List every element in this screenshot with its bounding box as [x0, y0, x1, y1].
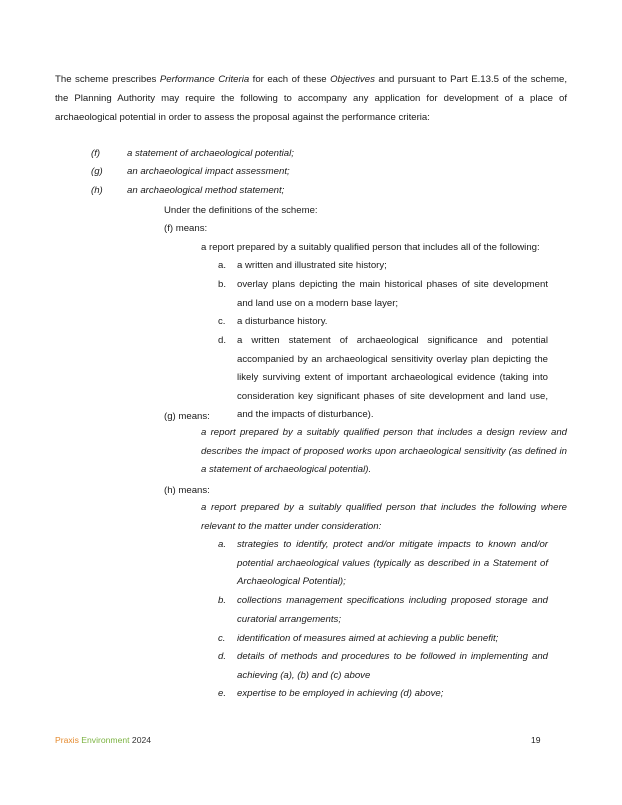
footer-brand-praxis: Praxis [55, 735, 79, 745]
footer-year: 2024 [131, 735, 152, 745]
list-item-text: identification of measures aimed at achieving a public benefit; [237, 633, 499, 644]
list-item-text: overlay plans depicting the main historical phases of site development and land use on a modern base layer; [237, 279, 548, 309]
f-means-label: (f) means: [164, 223, 208, 234]
h-lead-text: a report prepared by a suitably qualified person that includes the following where relevant to the matter under consideration: [201, 502, 567, 532]
page-number: 19 [531, 735, 541, 745]
intro-text-3: and pursuant to Part E.13.5 of the scheme, the Planning Authority may require the following to accompany any application for development of a place of archaeological potential in order to assess the proposal against the performance criteria: [55, 74, 568, 123]
list-marker: (f) [91, 148, 101, 159]
intro-text-1: The scheme prescribes [55, 74, 160, 85]
list-item-text: strategies to identify, protect and/or mitigate impacts to known and/or potential archaeological values (typically as described in a Statement of Archaeological Potential); [237, 539, 548, 588]
list-item-text: a statement of archaeological potential; [127, 148, 294, 159]
list-item-text: a written statement of archaeological significance and potential accompanied by an archaeological sensitivity overlay plan depicting the likely surviving extent of important archaeological evidence (taking into consideration key significant phases of site development and land use, and the impacts of disturbance). [237, 335, 548, 421]
list-marker: d. [218, 651, 227, 662]
g-definition-text: a report prepared by a suitably qualified person that includes a design review and describes the impact of proposed works upon archaeological sensitivity (as defined in a statement of archaeological potential). [201, 427, 567, 476]
footer-brand [55, 735, 151, 745]
list-item-text: a disturbance history. [237, 316, 328, 327]
list-item-text: details of methods and procedures to be followed in implementing and achieving (a), (b) and (c) above [237, 651, 548, 681]
h-means-label: (h) means: [164, 485, 210, 496]
intro-term-performance-criteria: Performance Criteria [159, 74, 250, 85]
g-means-label: (g) means: [164, 411, 210, 422]
footer-brand-environment: Environment [81, 735, 130, 745]
list-marker: a. [218, 539, 227, 550]
list-marker: (g) [91, 166, 103, 177]
intro-term-objectives: Objectives [330, 74, 375, 85]
list-item-text: collections management specifications including proposed storage and curatorial arrangements; [237, 595, 548, 625]
list-marker: (h) [91, 185, 103, 196]
list-item-text: an archaeological impact assessment; [127, 166, 290, 177]
intro-text-2: for each of these [249, 74, 331, 85]
list-marker: e. [218, 688, 227, 699]
list-marker: c. [218, 316, 226, 327]
list-item-text: expertise to be employed in achieving (d) above; [237, 688, 444, 699]
list-marker: d. [218, 335, 227, 346]
list-marker: c. [218, 633, 226, 644]
list-marker: b. [218, 595, 227, 606]
intro-paragraph [55, 70, 567, 127]
list-item-text: an archaeological method statement; [127, 185, 285, 196]
list-marker: a. [218, 260, 227, 271]
f-lead-text: a report prepared by a suitably qualified person that includes all of the following: [201, 242, 540, 253]
list-marker: b. [218, 279, 227, 290]
list-item-text: a written and illustrated site history; [237, 260, 387, 271]
definitions-intro: Under the definitions of the scheme: [164, 205, 318, 216]
